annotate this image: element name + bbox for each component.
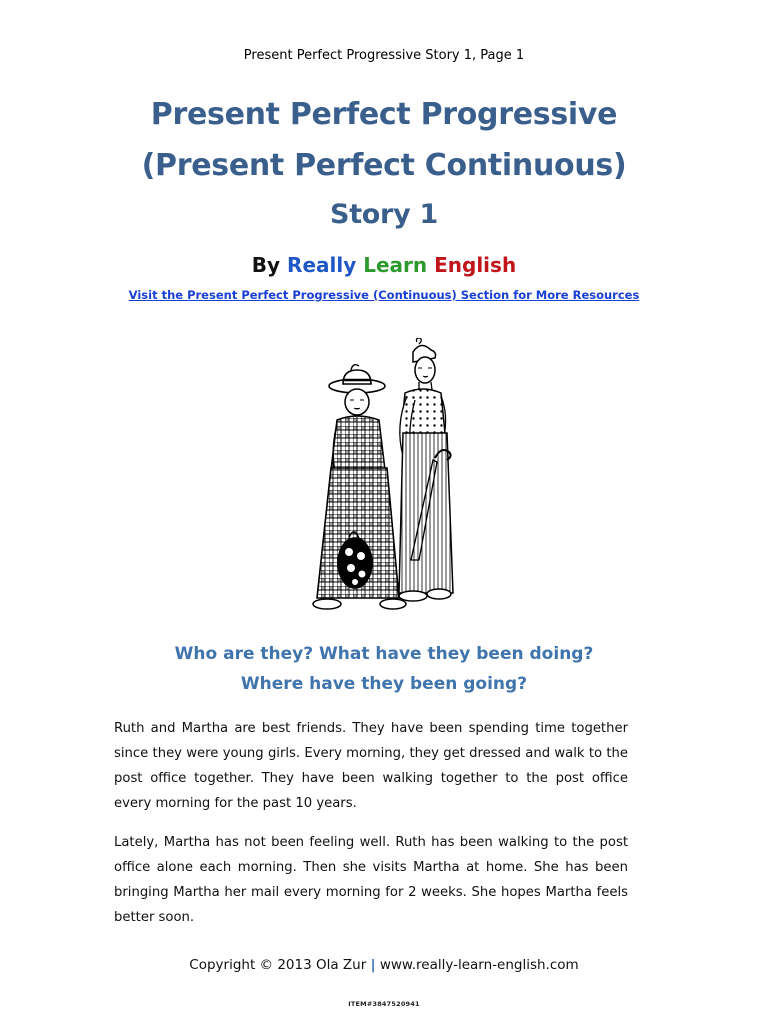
footer [0,957,768,973]
byline-english: English [434,253,517,277]
woman-right-figure [399,338,453,601]
byline [0,253,768,277]
resources-link[interactable]: Visit the Present Perfect Progressive (Continuous) Section for More Resources [128,288,640,302]
page-title-line-2: (Present Perfect Continuous) [141,148,627,183]
story-paragraph-1: Ruth and Martha are best friends. They have been spending time together since they were young girls. Every morning, they get dressed and walk to the post office together. They have been walking together to the post office every morning for the past 10 years. [114,721,628,811]
question-line-1: Who are they? What have they been doing? [174,644,594,664]
two-women-walking-illustration [305,338,470,623]
copyright-text: Copyright © 2013 Ola Zur [189,957,367,973]
byline-really: Really [287,253,357,277]
story-number-title: Story 1 [330,199,438,230]
story-paragraph-2: Lately, Martha has not been feeling well. Ruth has been walking to the post office alone each morning. Then she visits Martha at home. She has been bringing Martha her mail every morning for 2 weeks. She hopes Martha feels better soon. [114,835,628,925]
question-line-2: Where have they been going? [240,674,528,694]
running-header: Present Perfect Progressive Story 1, Page 1 [243,48,525,63]
item-code: ITEM#3847520941 [348,1000,420,1008]
page-title-line-1: Present Perfect Progressive [150,97,618,132]
byline-learn: Learn [363,253,428,277]
woman-left-figure [313,365,406,609]
website-text: www.really-learn-english.com [379,957,579,973]
footer-separator: | [370,957,376,973]
byline-by: By [251,253,281,277]
